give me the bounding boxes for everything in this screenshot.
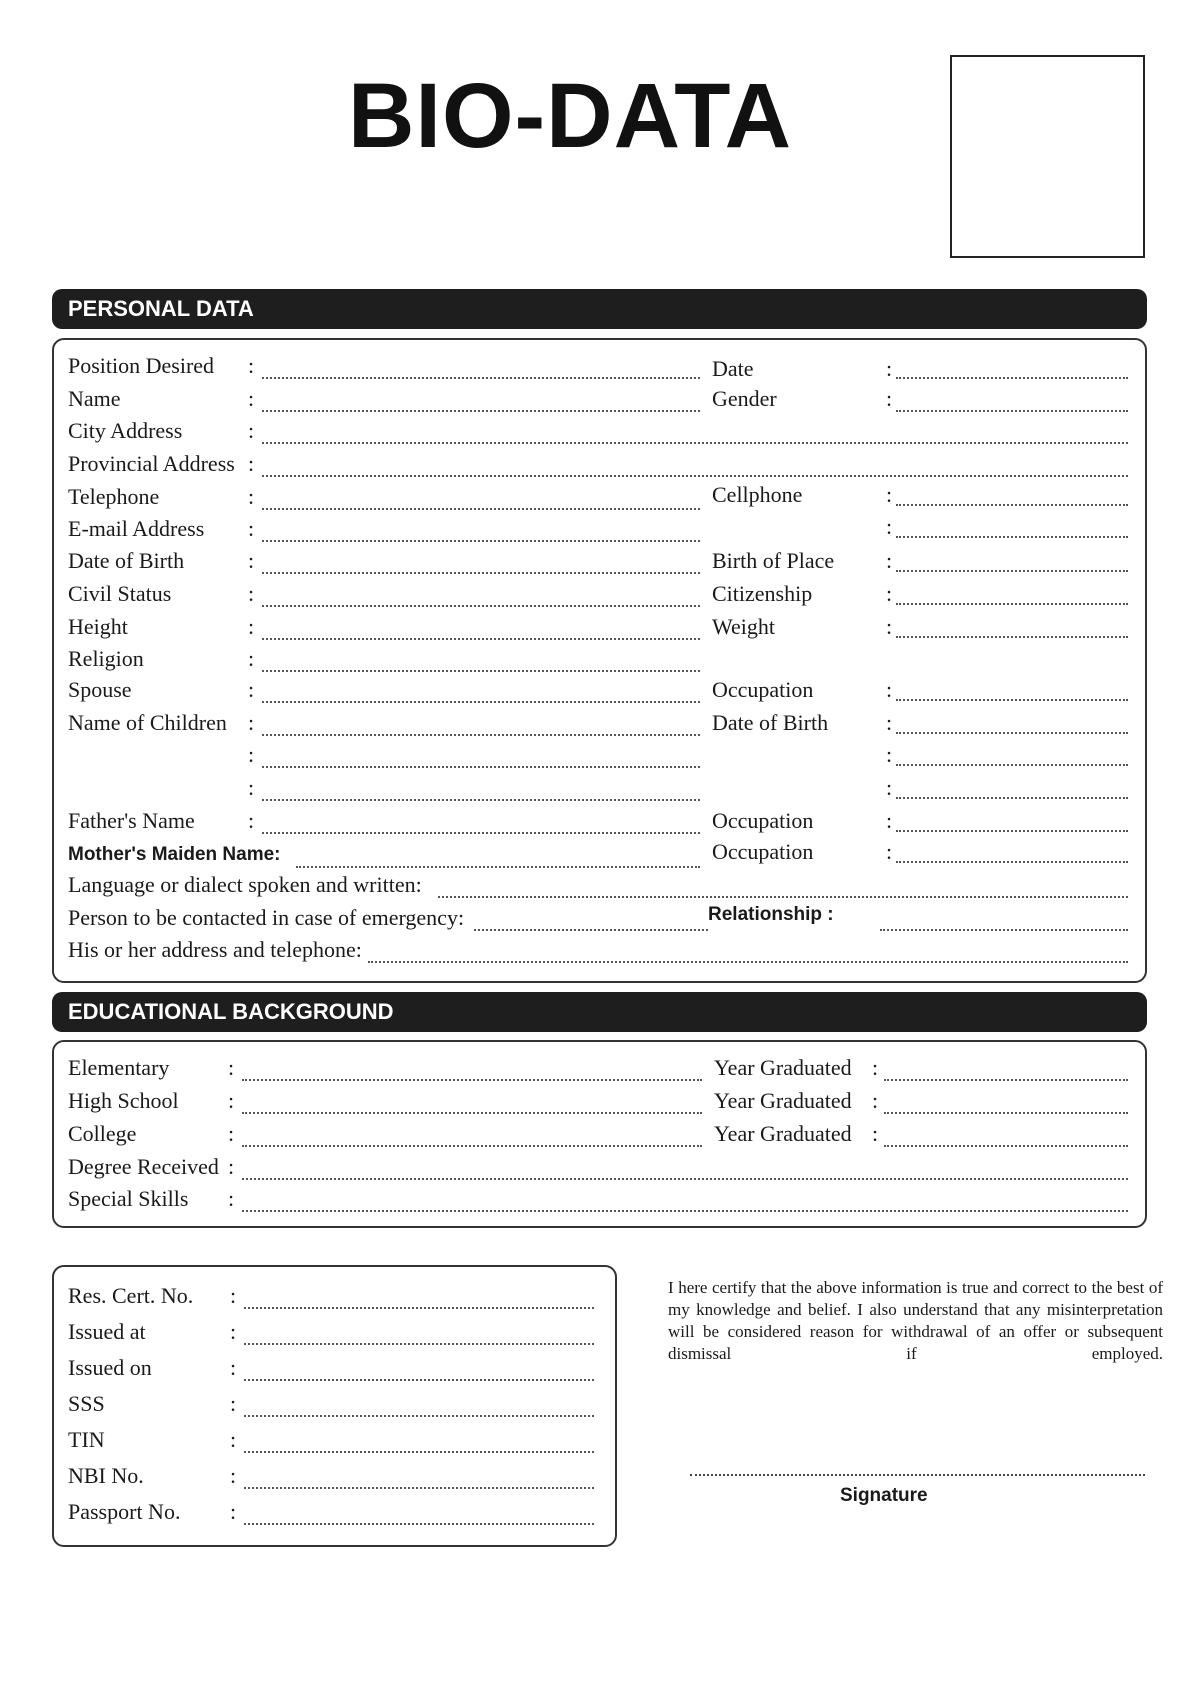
field-contact-address-telephone[interactable]	[368, 961, 1128, 963]
field-child-1[interactable]	[262, 734, 700, 736]
field-issued-at[interactable]	[244, 1343, 594, 1345]
label-occupation-mother: Occupation	[712, 839, 814, 864]
label-emergency-contact: Person to be contacted in case of emergency:	[68, 905, 465, 930]
education-heading: EDUCATIONAL BACKGROUND	[52, 992, 1147, 1032]
field-civil-status[interactable]	[262, 605, 700, 607]
field-birth-place[interactable]	[896, 570, 1128, 572]
field-cellphone[interactable]	[896, 504, 1128, 506]
field-occupation-mother[interactable]	[896, 861, 1128, 863]
field-child-dob-1[interactable]	[896, 732, 1128, 734]
label-nbi-no: NBI No.	[68, 1463, 144, 1488]
field-spouse[interactable]	[262, 701, 700, 703]
field-degree-received[interactable]	[242, 1178, 1128, 1180]
field-child-dob-3[interactable]	[896, 797, 1128, 799]
field-child-2[interactable]	[262, 766, 700, 768]
label-civil-status: Civil Status	[68, 581, 172, 606]
label-city-address: City Address	[68, 418, 183, 443]
field-elementary[interactable]	[242, 1079, 702, 1081]
field-high-school[interactable]	[242, 1112, 702, 1114]
label-res-cert-no: Res. Cert. No.	[68, 1283, 194, 1308]
field-telephone[interactable]	[262, 508, 700, 510]
field-mothers-maiden-name[interactable]	[296, 866, 700, 868]
field-passport-no[interactable]	[244, 1523, 594, 1525]
label-email-address: E-mail Address	[68, 516, 205, 541]
field-fathers-name[interactable]	[262, 832, 700, 834]
field-city-address[interactable]	[262, 442, 1128, 444]
label-special-skills: Special Skills	[68, 1186, 189, 1211]
label-date: Date	[712, 356, 754, 381]
field-child-3[interactable]	[262, 799, 700, 801]
field-year-high-school[interactable]	[884, 1112, 1128, 1114]
field-year-elementary[interactable]	[884, 1079, 1128, 1081]
field-gender[interactable]	[896, 410, 1128, 412]
field-occupation-father[interactable]	[896, 830, 1128, 832]
label-contact-address-telephone: His or her address and telephone:	[68, 937, 362, 962]
label-elementary: Elementary	[68, 1055, 170, 1080]
label-cellphone: Cellphone	[712, 482, 803, 507]
label-date-of-birth: Date of Birth	[68, 548, 185, 573]
field-religion[interactable]	[262, 670, 700, 672]
label-tin: TIN	[68, 1427, 105, 1452]
field-email-address[interactable]	[262, 540, 700, 542]
label-citizenship: Citizenship	[712, 581, 813, 606]
field-name[interactable]	[262, 410, 700, 412]
field-special-skills[interactable]	[242, 1210, 1128, 1212]
signature-label: Signature	[840, 1485, 928, 1506]
label-name: Name	[68, 386, 121, 411]
label-religion: Religion	[68, 646, 144, 671]
field-date-of-birth[interactable]	[262, 572, 700, 574]
label-sss: SSS	[68, 1391, 105, 1416]
label-children-date-of-birth: Date of Birth	[712, 710, 829, 735]
field-res-cert-no[interactable]	[244, 1307, 594, 1309]
field-child-dob-2[interactable]	[896, 764, 1128, 766]
field-year-college[interactable]	[884, 1145, 1128, 1147]
label-birth-place: Birth of Place	[712, 548, 835, 573]
field-weight[interactable]	[896, 636, 1128, 638]
personal-data-heading: PERSONAL DATA	[52, 289, 1147, 329]
field-cellphone-2[interactable]	[896, 536, 1128, 538]
label-telephone: Telephone	[68, 484, 160, 509]
certification-text: I here certify that the above information is true and correct to the best of my knowledge and belief. I also understand that any misinterpretation will be considered reason for withdrawal of an offer or subsequent dismissal if employed.	[668, 1278, 1163, 1363]
label-college: College	[68, 1121, 137, 1146]
label-spouse: Spouse	[68, 677, 132, 702]
field-issued-on[interactable]	[244, 1379, 594, 1381]
field-college[interactable]	[242, 1145, 702, 1147]
field-occupation-spouse[interactable]	[896, 699, 1128, 701]
label-fathers-name: Father's Name	[68, 808, 195, 833]
label-gender: Gender	[712, 386, 777, 411]
label-year-graduated-high-school: Year Graduated	[714, 1088, 852, 1113]
education-box	[52, 1040, 1147, 1228]
field-language[interactable]	[438, 896, 1128, 898]
field-citizenship[interactable]	[896, 603, 1128, 605]
label-occupation-spouse: Occupation	[712, 677, 814, 702]
label-provincial-address: Provincial Address	[68, 451, 235, 476]
field-sss[interactable]	[244, 1415, 594, 1417]
field-provincial-address[interactable]	[262, 475, 1128, 477]
signature-line[interactable]	[690, 1474, 1145, 1476]
page-title: BIO-DATA	[347, 65, 793, 167]
label-language: Language or dialect spoken and written:	[68, 872, 422, 897]
label-weight: Weight	[712, 614, 775, 639]
label-issued-on: Issued on	[68, 1355, 152, 1380]
photo-box	[950, 55, 1145, 258]
label-degree-received: Degree Received	[68, 1154, 219, 1179]
label-high-school: High School	[68, 1088, 179, 1113]
label-position-desired: Position Desired	[68, 353, 215, 378]
field-emergency-contact[interactable]	[474, 929, 708, 931]
label-name-of-children: Name of Children	[68, 710, 227, 735]
label-mothers-maiden-name: Mother's Maiden Name:	[68, 844, 281, 865]
label-issued-at: Issued at	[68, 1319, 146, 1344]
label-year-graduated-college: Year Graduated	[714, 1121, 852, 1146]
label-passport-no: Passport No.	[68, 1499, 181, 1524]
field-height[interactable]	[262, 638, 700, 640]
field-relationship[interactable]	[880, 929, 1128, 931]
field-tin[interactable]	[244, 1451, 594, 1453]
label-year-graduated-elementary: Year Graduated	[714, 1055, 852, 1080]
field-position-desired[interactable]	[262, 377, 700, 379]
label-height: Height	[68, 614, 128, 639]
field-nbi-no[interactable]	[244, 1487, 594, 1489]
field-date[interactable]	[896, 377, 1128, 379]
label-relationship: Relationship :	[708, 904, 834, 925]
label-occupation-father: Occupation	[712, 808, 814, 833]
